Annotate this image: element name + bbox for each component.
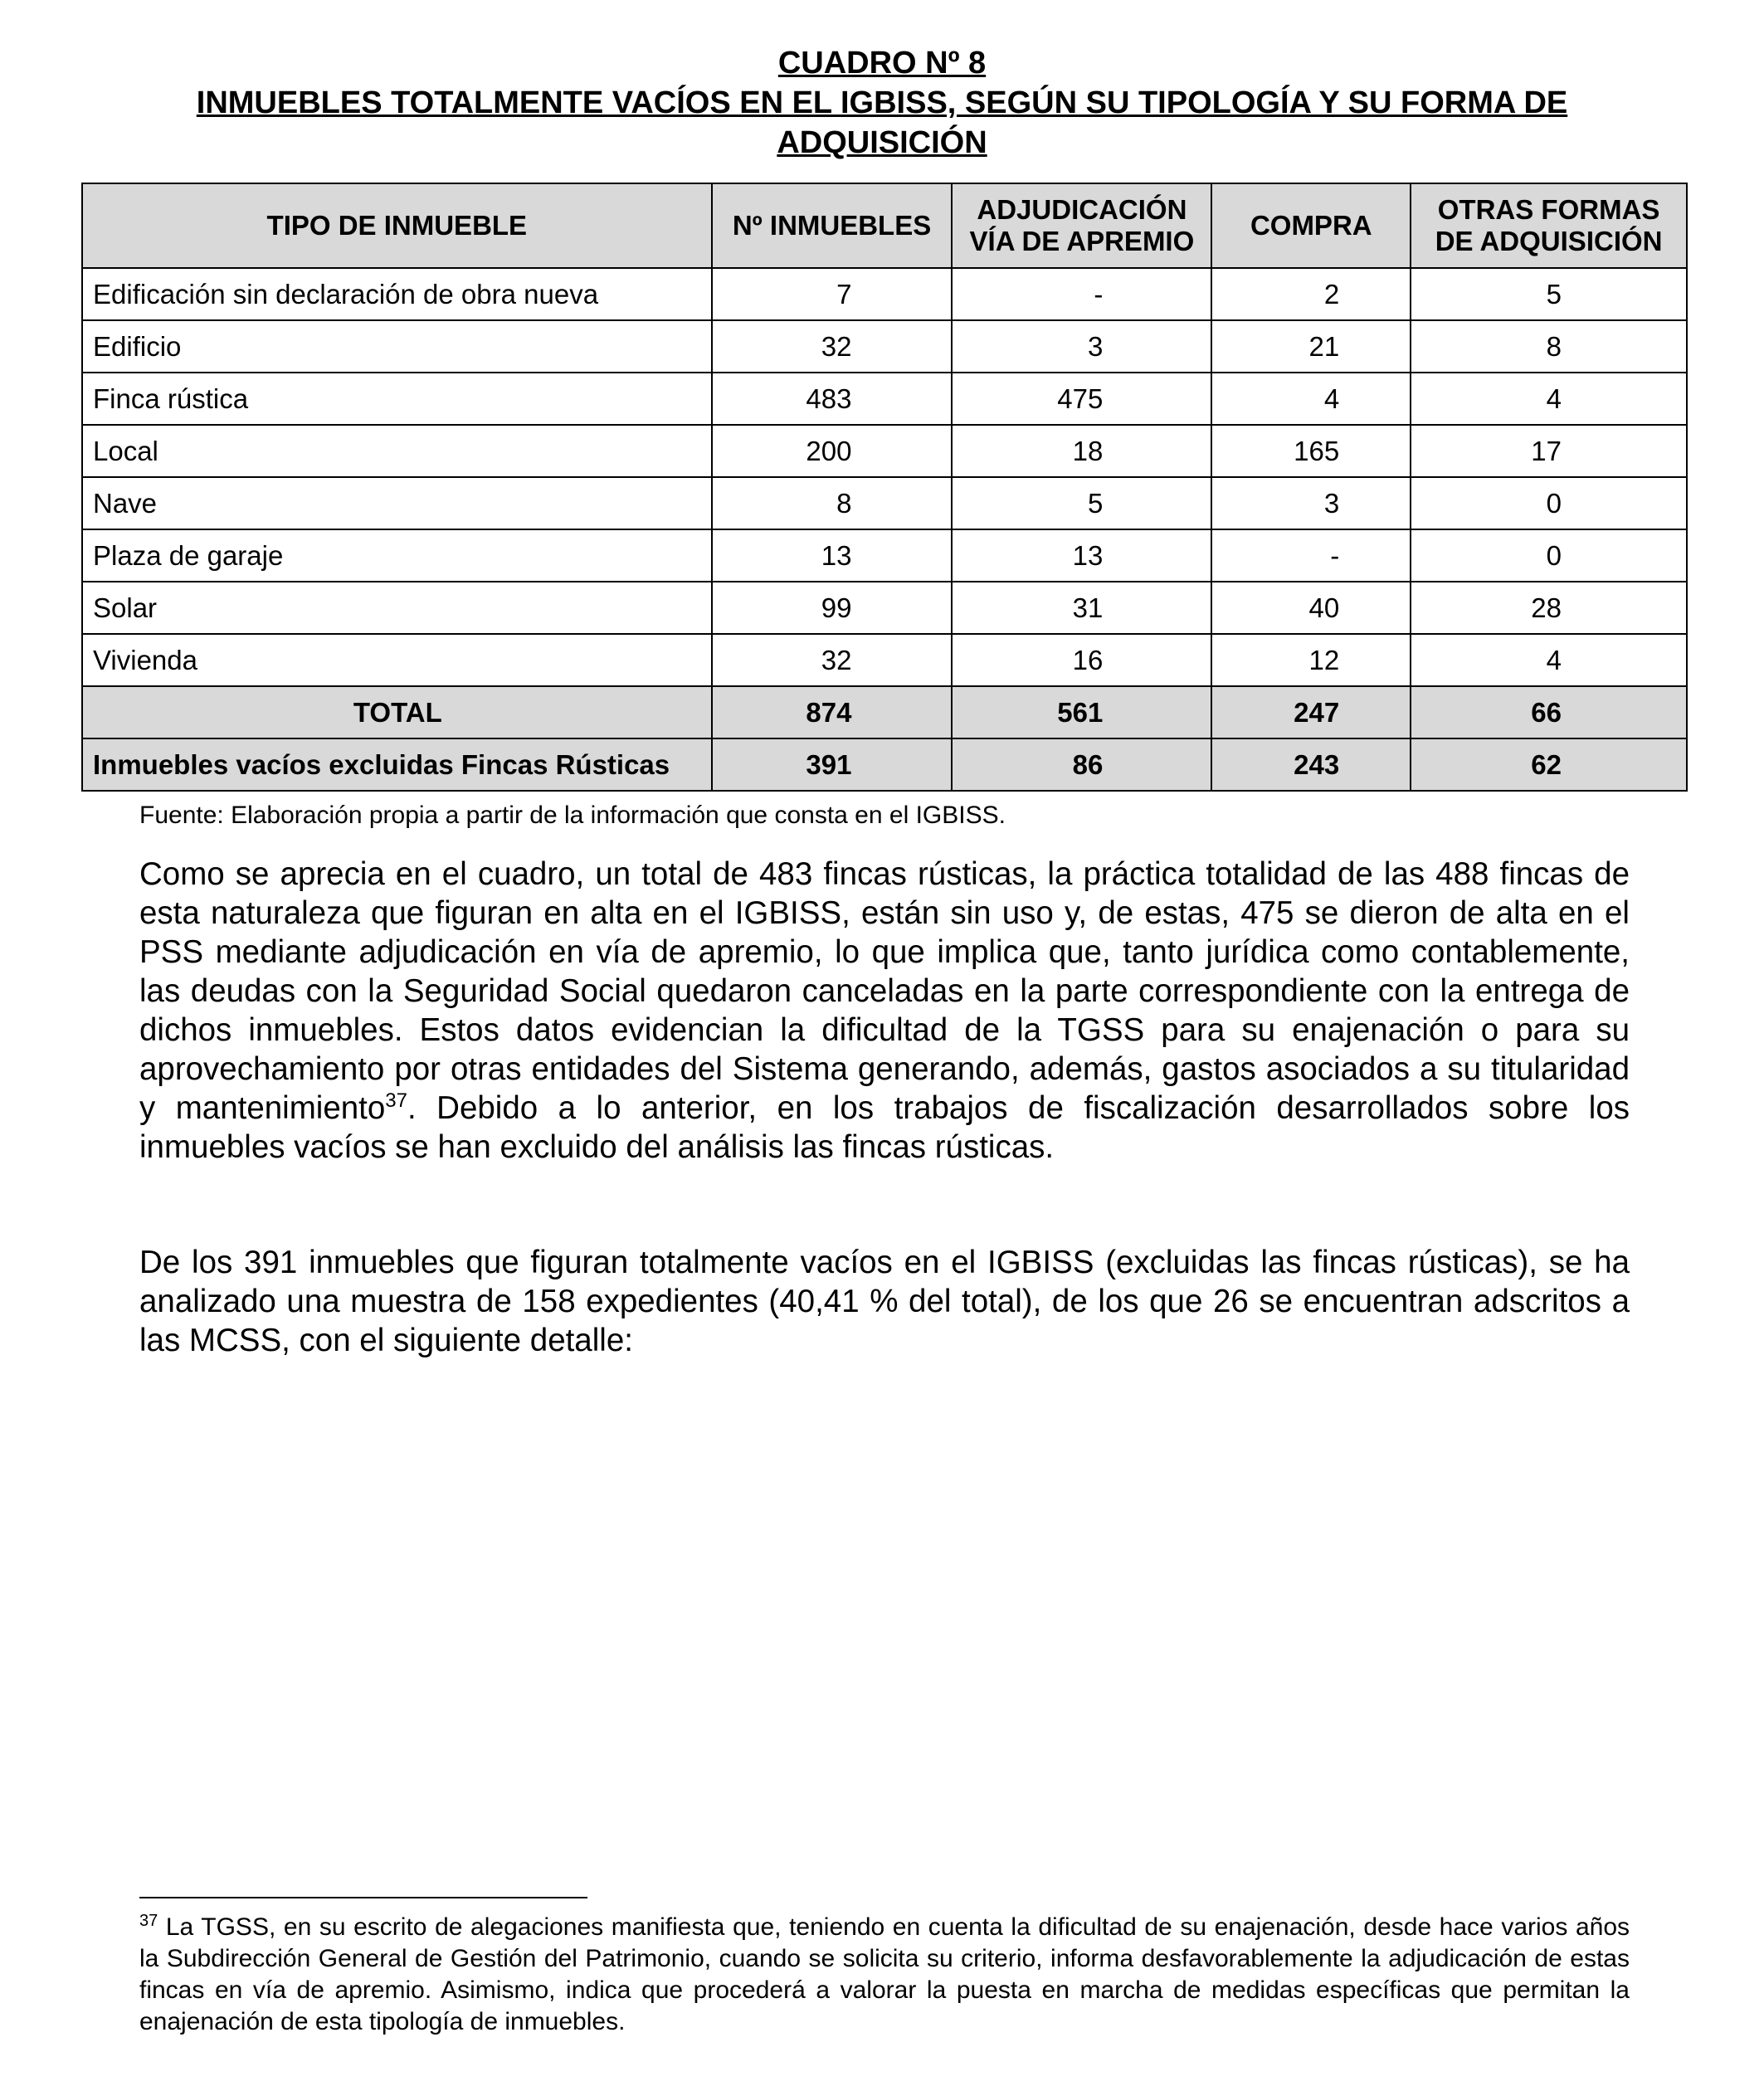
paragraph-2: De los 391 inmuebles que figuran totalmente vacíos en el IGBISS (excluidas las fincas rústicas), se ha analizado una muestra de 158 expedientes (40,41 % del total), de los que 26 se encuentran adscritos a las MCSS, con el siguiente detalle: [139,1245,1630,1358]
table-header-row [82,183,1687,268]
value-cell: 391 [712,738,953,791]
value-cell: 4 [1411,373,1687,425]
value-cell: 40 [1211,582,1411,634]
table-row [82,373,1687,425]
value-cell: 16 [952,634,1211,686]
header-compra: COMPRA [1211,183,1411,268]
table-source: Fuente: Elaboración propia a partir de la información que consta en el IGBISS. [139,802,1006,829]
header-adjudicacion: ADJUDICACIÓN VÍA DE APREMIO [952,183,1211,268]
value-cell: 7 [712,268,953,320]
value-cell: 3 [1211,477,1411,529]
table-row [82,477,1687,529]
value-cell: 17 [1411,425,1687,477]
value-cell: 247 [1211,686,1411,738]
row-label-cell: Finca rústica [82,373,712,425]
value-cell: 4 [1411,634,1687,686]
value-cell: 12 [1211,634,1411,686]
row-label-cell: Plaza de garaje [82,529,712,582]
properties-table [81,183,1688,792]
value-cell: 32 [712,634,953,686]
value-cell: 66 [1411,686,1687,738]
footnote-reference[interactable]: 37 [385,1089,407,1113]
total-row [82,686,1687,738]
value-cell: 2 [1211,268,1411,320]
row-label-cell: Edificación sin declaración de obra nueva [82,268,712,320]
footnote-number: 37 [139,1912,158,1930]
value-cell: 243 [1211,738,1411,791]
title-line-1: CUADRO Nº 8 [777,46,987,80]
value-cell: 5 [952,477,1211,529]
value-cell: 5 [1411,268,1687,320]
value-cell: 3 [952,320,1211,373]
table-row [82,529,1687,582]
value-cell: 21 [1211,320,1411,373]
value-cell: 8 [1411,320,1687,373]
header-tipo: TIPO DE INMUEBLE [82,183,712,268]
value-cell: 200 [712,425,953,477]
value-cell: 0 [1411,477,1687,529]
row-label-cell: TOTAL [82,686,712,738]
value-cell: 483 [712,373,953,425]
value-cell: 0 [1411,529,1687,582]
value-cell: 18 [952,425,1211,477]
row-label-cell: Local [82,425,712,477]
value-cell: - [1211,529,1411,582]
value-cell: 4 [1211,373,1411,425]
value-cell: 561 [952,686,1211,738]
table-row [82,582,1687,634]
row-label-cell: Edificio [82,320,712,373]
value-cell: 874 [712,686,953,738]
value-cell: 86 [952,738,1211,791]
value-cell: 165 [1211,425,1411,477]
value-cell: 475 [952,373,1211,425]
table-row [82,268,1687,320]
footnote-text: La TGSS, en su escrito de alegaciones manifiesta que, teniendo en cuenta la dificultad de su enajenación, desde hace varios años la Subdirección General de Gestión del Patrimonio, cuando se solicita su criterio, informa desfavorablemente la adjudicación de estas fincas en vía de apremio. Asimismo, indica que procederá a valorar la puesta en marcha de medidas específicas que permitan la enajenación de esta tipología de inmuebles. [139,1913,1630,2035]
table-row [82,425,1687,477]
row-label-cell: Vivienda [82,634,712,686]
title-line-3: ADQUISICIÓN [777,125,987,160]
row-label-cell: Solar [82,582,712,634]
paragraph-1: Como se aprecia en el cuadro, un total de 483 fincas rústicas, la práctica totalidad de las 488 fincas de esta naturaleza que figuran en alta en el IGBISS, están sin uso y, de estas, 475 se dieron de alta en el PSS mediante adjudicación en vía de apremio, lo que implica que, tanto jurídica como contablemente, las deudas con la Seguridad Social quedaron canceladas en la parte correspondiente con la entrega de dichos inmuebles. Estos datos evidencian la dificultad de la TGSS para su enajenación o para su aprovechamiento por otras entidades del Sistema generando, además, gastos asociados a su titularidad y mantenimiento$^{37}$. Debido a lo anterior, en los trabajos de fiscalización desarrollados sobre los inmuebles vacíos se han excluido del análisis las fincas rústicas. [139,856,1630,1165]
excluded-total-row [82,738,1687,791]
value-cell: 62 [1411,738,1687,791]
value-cell: 8 [712,477,953,529]
title-line-2: INMUEBLES TOTALMENTE VACÍOS EN EL IGBISS, SEGÚN SU TIPOLOGÍA Y SU FORMA DE [196,85,1568,120]
row-label-cell: Nave [82,477,712,529]
footnote-divider [139,1897,587,1898]
value-cell: 31 [952,582,1211,634]
table-row [82,320,1687,373]
footnote [139,1912,1630,2038]
table-row [82,634,1687,686]
value-cell: 99 [712,582,953,634]
value-cell: 13 [952,529,1211,582]
row-label-cell: Inmuebles vacíos excluidas Fincas Rústicas [82,738,712,791]
header-num: Nº INMUEBLES [712,183,953,268]
value-cell: 32 [712,320,953,373]
value-cell: 28 [1411,582,1687,634]
table-title [133,43,1631,163]
value-cell: - [952,268,1211,320]
value-cell: 13 [712,529,953,582]
header-otras: OTRAS FORMAS DE ADQUISICIÓN [1411,183,1687,268]
